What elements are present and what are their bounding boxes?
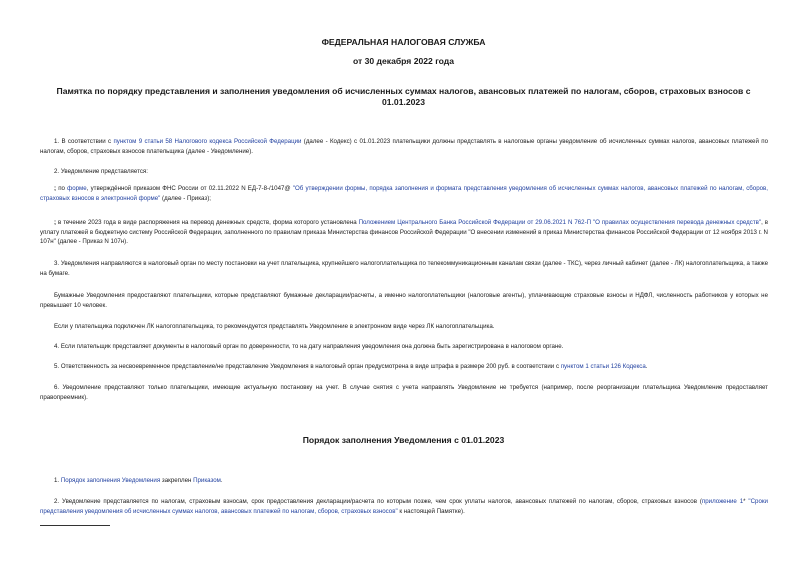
text: (далее - Приказ); [160, 194, 211, 202]
link-article-58[interactable]: пунктом 9 статьи 58 Налогового кодекса Российской Федерации [113, 138, 302, 145]
paragraph-9 [40, 362, 768, 372]
link-order-title[interactable]: "Об утверждении формы, порядка заполнения и формата представления уведомления об исчисленных суммах налогов, авансовых платежей по налогам, сборов, страховых взносов в электронной форме" [40, 185, 769, 202]
link-order[interactable]: Приказом [193, 477, 221, 484]
section-paragraph-1 [40, 476, 768, 486]
link-filling-procedure[interactable]: Порядок заполнения Уведомления [60, 477, 161, 484]
link-appendix-1[interactable]: приложение 1 [701, 498, 744, 505]
text: 1. [54, 477, 61, 484]
footnote-divider [40, 525, 110, 526]
paragraph-5: 3. Уведомления направляются в налоговый орган по месту постановки на учет плательщика, крупнейшего налогоплательщика по телекоммуникационным каналам связи (далее - ТКС), через личный кабинет (далее - ЛК) налогоплательщика, а также на бумаге. [40, 260, 768, 277]
bullet: ; [54, 219, 57, 226]
text: * [743, 498, 749, 505]
section-heading: Порядок заполнения Уведомления с 01.01.2023 [302, 435, 505, 445]
date-heading: от 30 декабря 2022 года [352, 56, 455, 66]
link-appendix-title[interactable]: "Сроки представления уведомления об исчисленных суммах налогов, авансовых платежей по налогам, сборов, страховых взносов" [40, 498, 768, 515]
text: 1. В соответствии с [54, 138, 114, 145]
paragraph-8: 4. Если плательщик представляет документы в налоговый орган по доверенности, то на дату направления уведомления она должна быть зарегистрирована в налоговом органе. [54, 343, 564, 350]
text: (далее - Кодекс) с 01.01.2023 плательщики должны представлять в налоговые органы уведомление об исчисленных суммах налогов, авансовых платежей по налогам, сборов, страховых взносов плательщика (далее - Уведомление). [40, 138, 768, 155]
text: , в уплату платежей в бюджетную систему Российской Федерации, заполненного по правилам приказа Министерства финансов Российской Федерации "О внесении изменений в приказ Министерства финансов Российской Федерации от 12 ноября 2013 г. N 107н" (далее - Приказ N 107н). [40, 219, 769, 246]
text: , утверждённой приказом ФНС России от 02.11.2022 N ЕД-7-8-/1047@ [86, 185, 293, 192]
link-article-126[interactable]: пунктом 1 статьи 126 Кодекса [560, 363, 646, 370]
text: 5. Ответственность за несвоевременное представление/не представление Уведомления в налоговый орган предусмотрена в виде штрафа в размере 200 руб. в соответствии с [54, 363, 561, 370]
paragraph-3 [40, 184, 768, 203]
paragraph-10: 6. Уведомление представляют только плательщики, имеющие актуальную постановку на учет. В случае снятия с учета направлять Уведомление не требуется (например, после реорганизации плательщика Уведомление предоставляет правопреемник). [40, 384, 768, 401]
paragraph-4 [40, 218, 768, 247]
link-form[interactable]: форме [67, 185, 87, 192]
section-paragraph-2 [40, 497, 768, 516]
text: . [220, 477, 223, 484]
document-title: Памятка по порядку представления и заполнения уведомления об исчисленных суммах налогов, авансовых платежей по налогам, сборов, страховых взносов с 01.01.2023 [56, 86, 751, 107]
link-central-bank-regulation[interactable]: Положением Центрального Банка Российской Федерации от 29.06.2021 N 762-П "О правилах осуществления перевода денежных средств" [358, 219, 762, 226]
bullet: ; [54, 185, 57, 192]
text: по [56, 185, 68, 192]
paragraph-2: 2. Уведомление представляется: [54, 168, 148, 175]
org-heading: ФЕДЕРАЛЬНАЯ НАЛОГОВАЯ СЛУЖБА [321, 37, 486, 47]
text: к настоящей Памятке). [397, 507, 465, 515]
text: закреплен [160, 477, 194, 484]
paragraph-7: Если у плательщика подключен ЛК налогоплательщика, то рекомендуется представлять Уведомление в электронном виде через ЛК налогоплательщика. [54, 323, 495, 330]
text: . [645, 363, 648, 370]
text: в течение 2023 года в виде распоряжения на перевод денежных средств, форма которого установлена [56, 219, 359, 226]
paragraph-6: Бумажные Уведомления предоставляют плательщики, которые представляют бумажные декларации/расчеты, а именно налогоплательщики (налоговые агенты), уплачивающие страховые взносы и НДФЛ, численность работников у которых не превышает 10 человек. [40, 292, 768, 309]
text: 2. Уведомление представляется по налогам, страховым взносам, срок предоставления декларации/расчета по которым позже, чем срок уплаты налогов, авансовых платежей по налогам, сборов, страховых взносов ( [54, 498, 702, 505]
paragraph-1 [40, 137, 768, 156]
